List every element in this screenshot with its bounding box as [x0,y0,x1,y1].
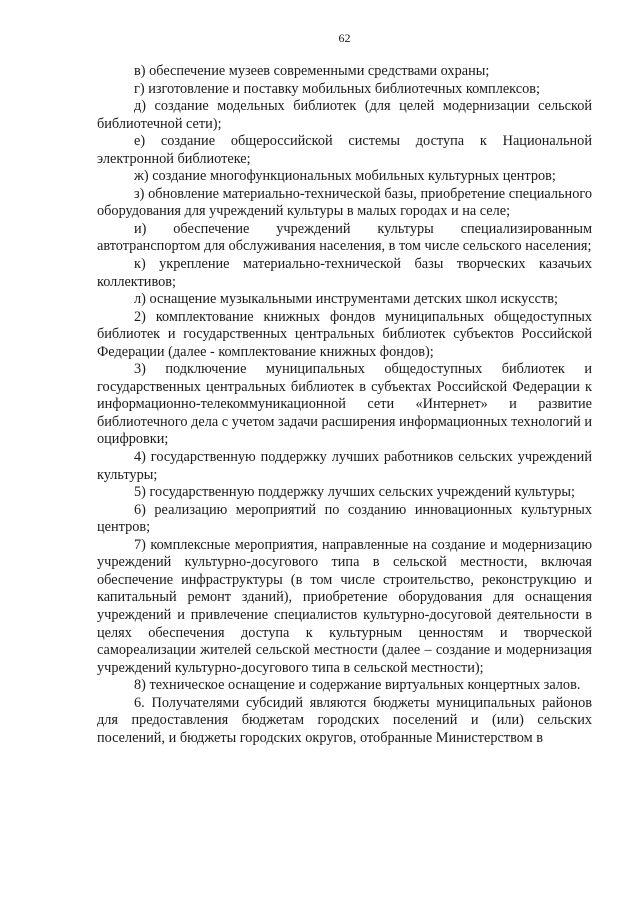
paragraph-item-2: 2) комплектование книжных фондов муниципальных общедоступных библиотек и государственных центральных библиотек субъектов Российской Федерации (далее - комплектование книжных фондов); [97,308,592,360]
paragraph-section-6: 6. Получателями субсидий являются бюджеты муниципальных районов для предоставления бюджетам городских поселений и (или) сельских поселений, и бюджеты городских округов, отобранные Министерством в [97,694,592,746]
paragraph-item-4: 4) государственную поддержку лучших работников сельских учреждений культуры; [97,449,592,483]
paragraph-e: е) создание общероссийской системы доступа к Национальной электронной библиотеке; [97,133,592,167]
paragraph-item-8: 8) техническое оснащение и содержание виртуальных концертных залов. [134,677,581,694]
paragraph-item-5: 5) государственную поддержку лучших сельских учреждений культуры; [134,484,575,501]
paragraph-g: г) изготовление и поставку мобильных библиотечных комплексов; [134,80,540,97]
paragraph-item-3: 3) подключение муниципальных общедоступных библиотек и государственных центральных библиотек в субъектах Российской Федерации к информационно-телекоммуникационной сети «Интернет» и развитие библиотечного дела с учетом задачи расширения информационных технологий и оцифровки; [97,361,592,448]
paragraph-item-6: 6) реализацию мероприятий по созданию инновационных культурных центров; [97,501,592,536]
paragraph-i: и) обеспечение учреждений культуры специализированным автотранспортом для обслуживания населения, в том числе сельского населения; [97,220,592,255]
paragraph-zh: ж) создание многофункциональных мобильных культурных центров; [134,168,556,185]
paragraph-k: к) укрепление материально-технической базы творческих казачьих коллективов; [97,256,592,290]
paragraph-z: з) обновление материально-технической базы, приобретение специального оборудования для учреждений культуры в малых городах и на селе; [97,185,592,220]
page-number: 62 [338,31,351,45]
paragraph-d: д) создание модельных библиотек (для целей модернизации сельской библиотечной сети); [97,98,592,132]
paragraph-l: л) оснащение музыкальными инструментами детских школ искусств; [134,291,558,308]
paragraph-v: в) обеспечение музеев современными средствами охраны; [134,63,490,79]
paragraph-item-7: 7) комплексные мероприятия, направленные на создание и модернизацию учреждений культурно-досугового типа в сельской местности, включая обеспечение инфраструктуры (в том числе строительство, реконструкцию и капитальный ремонт зданий), приобретение оборудования для оснащения учреждений и привлечение специалистов культурно-досуговой деятельности в целях обеспечения доступа к культурным ценностям и творческой самореализации жителей сельской местности (далее – создание и модернизация учреждений культурно-досугового типа в сельской местности); [97,536,592,676]
